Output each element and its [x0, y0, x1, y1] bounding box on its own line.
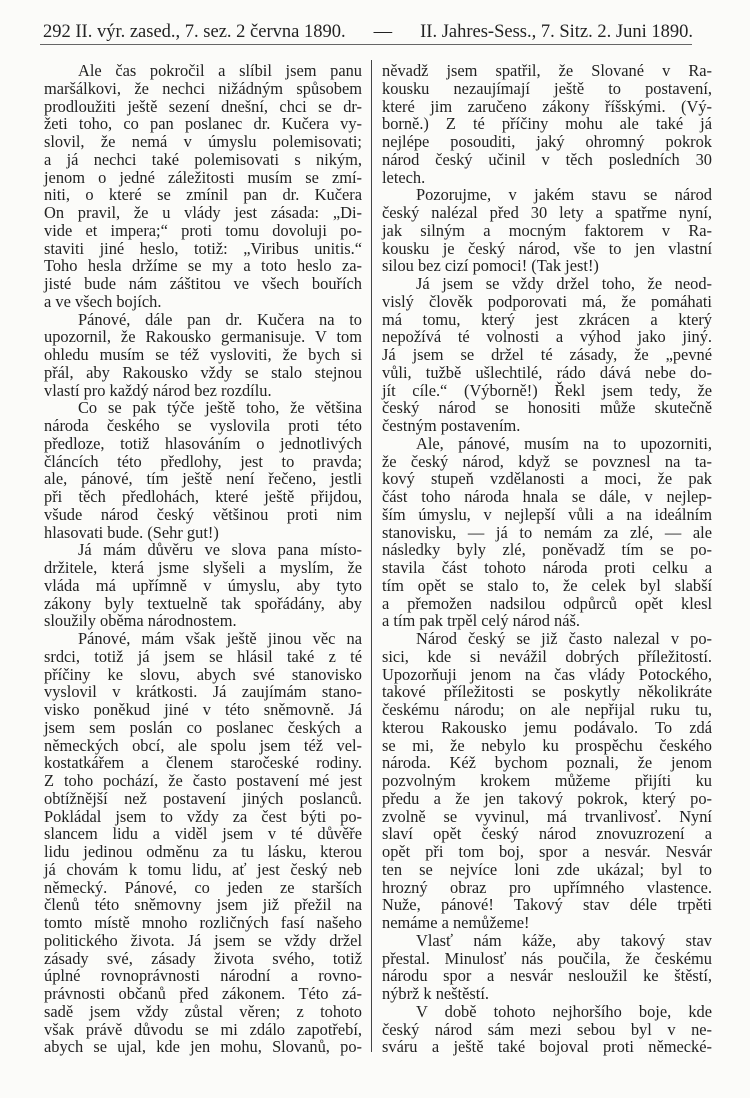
paragraph	[382, 1003, 712, 1056]
text-line: Národ český se již často nalezal v po-	[416, 629, 712, 648]
text-line: prodloužiti ještě sezení dnešní, chci se dr-	[44, 96, 362, 116]
text-line: národa. Kéž bychom poznali, že jenom	[382, 753, 712, 773]
text-line: Vlasť nám káže, aby takový stav	[416, 930, 712, 950]
text-line: Já jsem se vždy držel toho, že neod-	[416, 274, 712, 293]
paragraph	[44, 311, 362, 400]
right-column	[382, 62, 712, 1056]
header-rule	[40, 44, 692, 45]
text-line: srdci, totiž já jsem se hlásil také z té	[44, 646, 362, 666]
text-line: upozornil, že Rakousko germanisuje. V tom	[44, 327, 362, 347]
text-line: však právě důvodu se mi zdálo zapotřebí,	[44, 1019, 362, 1039]
text-line: národ český učinil v těch posledních 30	[382, 149, 712, 169]
text-line: maršálkovi, že nechci nižádným spůsobem	[44, 78, 362, 98]
text-line: tomto místě mnoho rozličných fasí našeho	[44, 913, 362, 932]
text-line: kousku je český národ, vše to jen vlastní	[382, 238, 712, 258]
header-czech: 292 II. výr. zased., 7. sez. 2 června 1890.	[43, 22, 346, 42]
text-line: sváru a ještě také bojoval proti německé-	[382, 1037, 712, 1057]
text-line: má tomu, který jest zkrácen a který	[382, 309, 712, 329]
text-line: Toho hesla držíme se my a toto heslo za-	[44, 256, 362, 276]
text-line: následky byly zlé, poněvadž tím se po-	[382, 540, 712, 560]
text-line: jak silným a mocným faktorem v Ra-	[382, 220, 712, 240]
text-line: Co se pak týče ještě toho, že většina	[78, 398, 362, 418]
text-line: všude národ český většinou proti nim	[44, 504, 362, 524]
text-line: přestal. Minulosť nás poučila, že českému	[382, 948, 712, 968]
paragraph	[382, 186, 712, 275]
text-line: letech.	[382, 167, 426, 187]
paragraph	[44, 399, 362, 541]
text-line: sici, kde si nevážil dobrých příležitostí.	[382, 646, 712, 666]
text-line: kousku nezaujímají ještě to postavení,	[382, 78, 712, 98]
text-line: a tím pak trpěl celý národ náš.	[382, 611, 580, 631]
text-line: ohledu musím se též vysloviti, že bych si	[44, 345, 362, 364]
text-line: český nalézal před 30 lety a spatřme nyní,	[382, 203, 712, 222]
text-line: členů této sněmovny jsem již přežil na	[44, 895, 362, 915]
text-line: abych se ujal, kde jen mohu, Slovanů, po-	[44, 1037, 362, 1057]
text-line: Ale čas pokročil a slíbil jsem panu	[78, 61, 362, 80]
text-line: právnosti občanů před zákonem. Této zá-	[44, 984, 362, 1003]
text-line: německý. Pánové, co jeden ze starších	[44, 877, 362, 897]
text-line: žeti toho, co pan poslanec dr. Kučera vy-	[44, 114, 362, 134]
text-line: politického života. Já jsem se vždy držel	[44, 930, 362, 950]
text-line: a já nechci také polemisovati s nikým,	[44, 149, 362, 169]
text-line: já chovám k tomu lidu, ať jest český neb	[44, 859, 362, 879]
text-line: úplné rovnoprávnosti národní a rovno-	[44, 966, 362, 986]
paragraph	[382, 275, 712, 435]
text-line: přál, aby Rakousko vždy se stalo stejnou	[44, 362, 362, 382]
page-header	[43, 22, 693, 43]
text-line: článcích této předlohy, jest to pravda;	[44, 451, 362, 471]
text-line: ším úmyslu, v nejlepší vůli a na ideálním	[382, 504, 712, 524]
text-line: Já mám důvěru ve slova pana místo-	[78, 540, 362, 560]
text-line: silou bez cizí pomoci! (Tak jest!)	[382, 256, 599, 276]
text-line: stavila část tohoto národa proti celku a	[382, 558, 712, 577]
header-dash: —	[373, 22, 393, 42]
text-line: českému národu; on ale nepřijal ruku tu,	[382, 700, 712, 719]
text-line: ale, pánové, tím ještě není řečeno, jestli	[44, 469, 362, 489]
text-line: zákony byly textuelně tak spořádány, aby	[44, 593, 362, 613]
text-line: jsem sem poslán co poslanec českých a	[44, 717, 362, 737]
text-line: borně.) Z té příčiny mohu ale také já	[382, 114, 712, 134]
text-line: hrozný obraz pro upřímného vlastence.	[382, 877, 712, 897]
text-line: zvolně se vyvinul, má trvanlivosť. Nyní	[382, 806, 712, 826]
text-line: vláda má upřímně v úmyslu, aby tyto	[44, 575, 362, 595]
text-line: sloužily oběma národnostem.	[44, 611, 237, 631]
text-line: že český národ, když se povznesl na ta-	[382, 451, 712, 471]
text-line: část toho národa hnala se dále, v nejlep-	[382, 487, 712, 506]
text-line: nepožívá té volnosti a výhod jako jiný.	[382, 327, 712, 347]
text-line: tím opět se stalo to, že celek byl slabší	[382, 575, 712, 595]
text-line: obtížnější než postavení jiných poslanců.	[44, 788, 362, 808]
column-divider	[371, 60, 372, 1052]
text-line: něvadž jsem spatřil, že Slované v Ra-	[382, 61, 712, 80]
text-line: nemáme a nemůžeme!	[382, 913, 530, 932]
text-line: a přemožen nadsilou odpůrců opět klesl	[382, 593, 712, 613]
text-line: jenom o jedné záležitosti musím se zmí-	[44, 167, 362, 187]
paragraph	[44, 541, 362, 630]
text-line: při těch předlohách, které ještě přijdou,	[44, 487, 362, 506]
paragraph	[382, 932, 712, 1003]
text-line: Ale, pánové, musím na to upozorniti,	[416, 433, 712, 453]
text-line: příčiny ke slovu, abych své stanovisko	[44, 664, 362, 684]
text-line: vlastí pro každý národ bez rozdílu.	[44, 380, 272, 400]
text-line: držitele, která jsme slyšeli a myslím, že	[44, 558, 362, 577]
text-line: vyslovil v krátkosti. Já zaujímám stano-	[44, 682, 362, 702]
text-line: slaví opět český národ znovuzrození a	[382, 824, 712, 844]
text-line: vůli, tužbě ušlechtilé, rádo dává nebe do-	[382, 362, 712, 382]
text-line: slovil, že nemá v úmyslu polemisovati;	[44, 132, 362, 151]
text-line: a ve všech bojích.	[44, 291, 162, 311]
text-line: Já jsem se držel té zásady, že „pevné	[382, 345, 712, 364]
text-line: lidu jedinou odměnu za tu lásku, kterou	[44, 842, 362, 861]
text-line: které jim zaručeno zákony říšskými. (Vý-	[382, 96, 712, 116]
text-line: On pravil, že u vlády jest zásada: „Di-	[44, 203, 362, 222]
text-line: německých obcí, ale spolu jsem též vel-	[44, 735, 362, 755]
text-line: čestným postavením.	[382, 416, 521, 435]
text-line: staviti jiné heslo, totiž: „Viribus unitis.“	[44, 238, 362, 258]
header-german: II. Jahres-Sess., 7. Sitz. 2. Juni 1890.	[420, 22, 693, 42]
text-line: český národ se honositi může skutečně	[382, 398, 712, 418]
text-line: sadě jsem vždy zůstal věren; z tohoto	[44, 1001, 362, 1021]
text-line: Pánové, dále pan dr. Kučera na to	[78, 309, 362, 329]
text-line: jisté bude nám záštitou ve všech bouřích	[44, 274, 362, 293]
text-line: předloze, totiž hlasováním o jednotlivých	[44, 433, 362, 453]
text-line: slancem lidu a viděl jsem v té důvěře	[44, 824, 362, 844]
text-line: se mi, že nebylo ku prospěchu českého	[382, 735, 712, 755]
text-line: kostatkářem a členem staročeské rodiny.	[44, 753, 362, 773]
text-line: vide et impera;“ proti tomu dovoluji po-	[44, 220, 362, 240]
text-line: hlasovati bude. (Sehr gut!)	[44, 522, 219, 542]
left-column	[44, 62, 362, 1056]
text-line: kový stupeň vzdělanosti a moci, že pak	[382, 469, 712, 489]
text-line: niti, o které se zmínil pan dr. Kučera	[44, 185, 362, 205]
text-line: takové příležitosti se poskytly několikráte	[382, 682, 712, 702]
text-line: předu a že jen takový pokrok, který po-	[382, 788, 712, 808]
text-line: Pánové, mám však ještě jinou věc na	[78, 629, 362, 648]
text-line: nýbrž k neštěstí.	[382, 984, 489, 1003]
text-line: Pokládal jsem to vždy za čest býti po-	[44, 806, 362, 826]
paragraph	[382, 630, 712, 932]
text-line: visko poněkud jiné v této sněmovně. Já	[44, 700, 362, 719]
text-line: vislý člověk podporovati má, že pomáhati	[382, 291, 712, 311]
paragraph	[382, 435, 712, 630]
text-line: V době tohoto nejhoršího boje, kde	[416, 1001, 712, 1021]
text-line: opět při tom boj, spor a nesvár. Nesvár	[382, 842, 712, 861]
paragraph	[44, 630, 362, 1056]
text-line: zásady své, zásady života svého, totiž	[44, 948, 362, 968]
text-line: jít cíle.“ (Výborně!) Řekl jsem tedy, že	[382, 380, 712, 400]
text-line: Nuže, pánové! Takový stav déle trpěti	[382, 895, 712, 915]
text-line: Upozorňuji jenom na čas vlády Potockého,	[382, 664, 712, 684]
text-line: český národ sám mezi sebou byl v ne-	[382, 1019, 712, 1039]
text-line: ten se nejvíce loni zde ukázal; byl to	[382, 859, 712, 879]
paragraph	[44, 62, 362, 311]
paragraph	[382, 62, 712, 186]
text-line: stanovisku, — já to nemám za zlé, — ale	[382, 522, 712, 542]
text-line: nejlépe posouditi, jaký ohromný pokrok	[382, 132, 712, 151]
text-line: národa českého se vyslovila proti této	[44, 416, 362, 435]
text-line: Pozorujme, v jakém stavu se národ	[416, 185, 712, 205]
text-line: národu spor a nesvár nesloužil ke štěstí,	[382, 966, 712, 986]
text-line: pozvolným krokem můžeme přijíti ku	[382, 771, 712, 790]
text-line: kterou Rakousko jemu podávalo. To zdá	[382, 717, 712, 737]
text-line: Z toho pochází, že často postavení mé jest	[44, 771, 362, 790]
